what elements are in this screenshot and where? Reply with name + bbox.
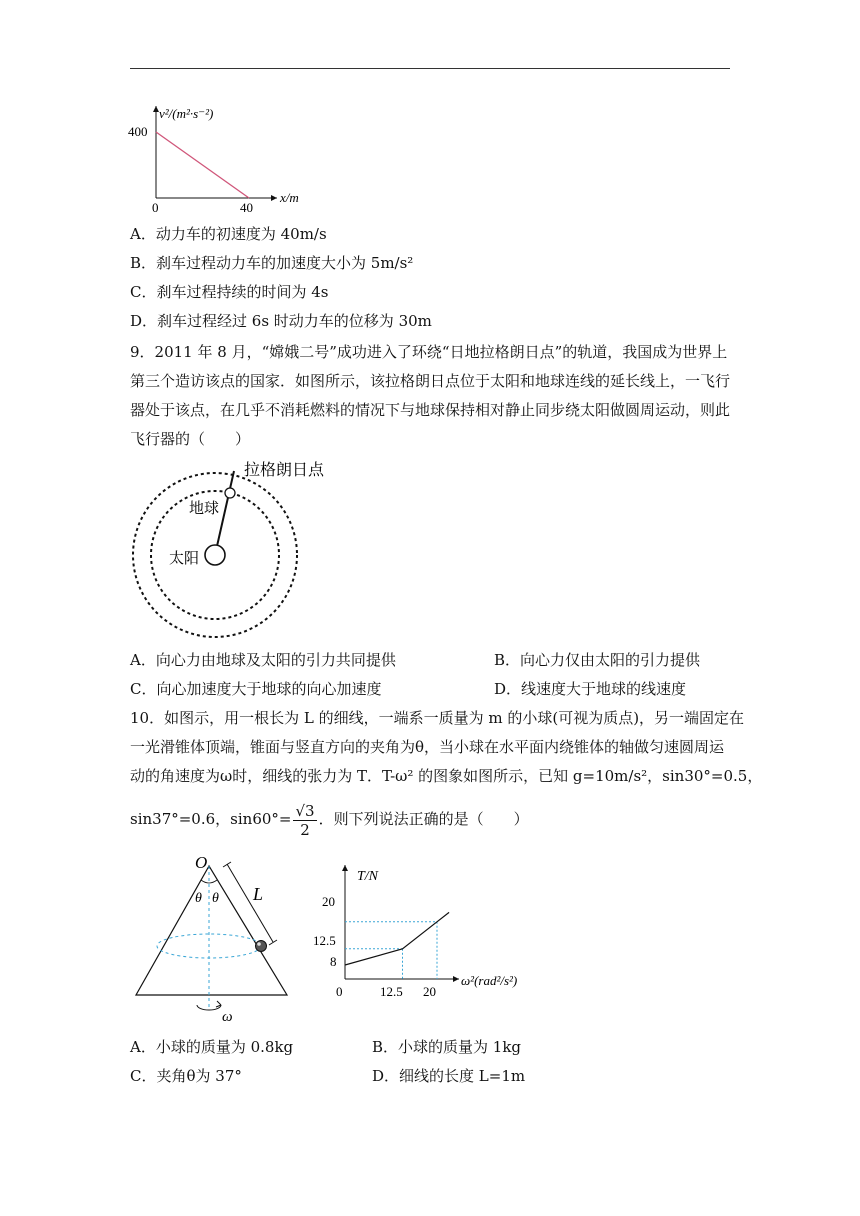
q9-option-d: D．线速度大于地球的线速度 — [494, 680, 687, 698]
q8-option-a: A．动力车的初速度为 40m/s — [130, 225, 327, 243]
omega-label: ω — [222, 1009, 233, 1025]
ball-highlight — [257, 942, 261, 946]
q10-line-3: 动的角速度为ω时，细线的张力为 T．T-ω² 的图象如图所示，已知 g=10m/s²，sin30°=0.5， — [130, 767, 763, 785]
q9-line-4: 飞行器的（ ） — [130, 430, 251, 448]
cone-diagram — [125, 850, 305, 1030]
sqrt3-over-2 — [293, 802, 316, 839]
q9-line-1: 9．2011 年 8 月，“嫦娥二号”成功进入了环绕“日地拉格朗日点”的轨道，我国成为世界上 — [130, 343, 728, 361]
length-tick-bottom — [269, 940, 277, 945]
length-marker-line — [227, 864, 273, 942]
x-tick-12-5: 12.5 — [380, 984, 403, 999]
q10-option-b: B．小球的质量为 1kg — [372, 1038, 522, 1056]
header-rule — [130, 68, 730, 69]
q9-option-b: B．向心力仅由太阳的引力提供 — [494, 651, 701, 669]
q8-option-d: D．刹车过程经过 6s 时动力车的位移为 30m — [130, 312, 432, 330]
frac-denominator: 2 — [300, 820, 310, 839]
guide-lines — [345, 922, 437, 979]
q9-line-2: 第三个造访该点的国家．如图所示，该拉格朗日点位于太阳和地球连线的延长线上，一飞行 — [130, 372, 731, 390]
q9-line-3: 器处于该点，在几乎不消耗燃料的情况下与地球保持相对静止同步绕太阳做圆周运动，则此 — [130, 401, 731, 419]
lagrange-diagram — [125, 455, 365, 645]
sun-label: 太阳 — [169, 551, 200, 567]
q10-line-2: 一光滑锥体顶端，锥面与竖直方向的夹角为θ，当小球在水平面内绕锥体的轴做匀速圆周运 — [130, 738, 725, 756]
q8-option-b: B．刹车过程动力车的加速度大小为 5m/s² — [130, 254, 414, 272]
cone-outline — [136, 866, 287, 995]
frac-numerator: √3 — [295, 801, 315, 820]
y-tick-label: 400 — [128, 124, 148, 139]
q8-option-c: C．刹车过程持续的时间为 4s — [130, 283, 329, 301]
sun-icon — [205, 545, 225, 565]
ball-icon — [256, 941, 267, 952]
q9-option-c: C．向心加速度大于地球的向心加速度 — [130, 680, 382, 698]
theta-left-label: θ — [195, 891, 202, 906]
apex-label: O — [195, 853, 208, 872]
x-tick-label: 40 — [240, 200, 253, 215]
series-line — [156, 132, 249, 198]
origin-label: 0 — [152, 200, 159, 215]
length-label: L — [253, 884, 264, 904]
v2-x-graph — [125, 98, 325, 218]
t-omega-graph — [305, 855, 545, 1005]
q10-option-d: D．细线的长度 L=1m — [372, 1067, 526, 1085]
y-axis-label: v²/(m²·s⁻²) — [159, 106, 214, 121]
y-axis-label: T/N — [357, 869, 379, 884]
lagrange-label: 拉格朗日点 — [244, 462, 325, 479]
q10-line-4-prefix: sin37°=0.6，sin60°= — [130, 810, 292, 828]
q10-option-a: A．小球的质量为 0.8kg — [130, 1038, 294, 1056]
x-axis-label: x/m — [280, 190, 299, 205]
y-tick-12-5: 12.5 — [313, 933, 336, 948]
x-tick-0: 0 — [336, 984, 343, 999]
earth-label: 地球 — [189, 501, 220, 517]
y-tick-20: 20 — [322, 894, 335, 909]
theta-right-label: θ — [212, 891, 219, 906]
q10-option-c: C．夹角θ为 37° — [130, 1067, 242, 1085]
q10-line-4 — [130, 800, 529, 839]
x-tick-20: 20 — [423, 984, 436, 999]
q10-line-1: 10．如图示，用一根长为 L 的细线，一端系一质量为 m 的小球(可视为质点)，另一端固定在 — [130, 709, 745, 727]
x-axis-label: ω²(rad²/s²) — [461, 973, 518, 988]
y-tick-8: 8 — [330, 954, 337, 969]
length-tick-top — [223, 862, 231, 867]
q10-line-4-suffix: ．则下列说法正确的是（ ） — [318, 810, 529, 828]
earth-icon — [225, 488, 235, 498]
q9-option-a: A．向心力由地球及太阳的引力共同提供 — [130, 651, 396, 669]
series-line — [345, 912, 449, 965]
